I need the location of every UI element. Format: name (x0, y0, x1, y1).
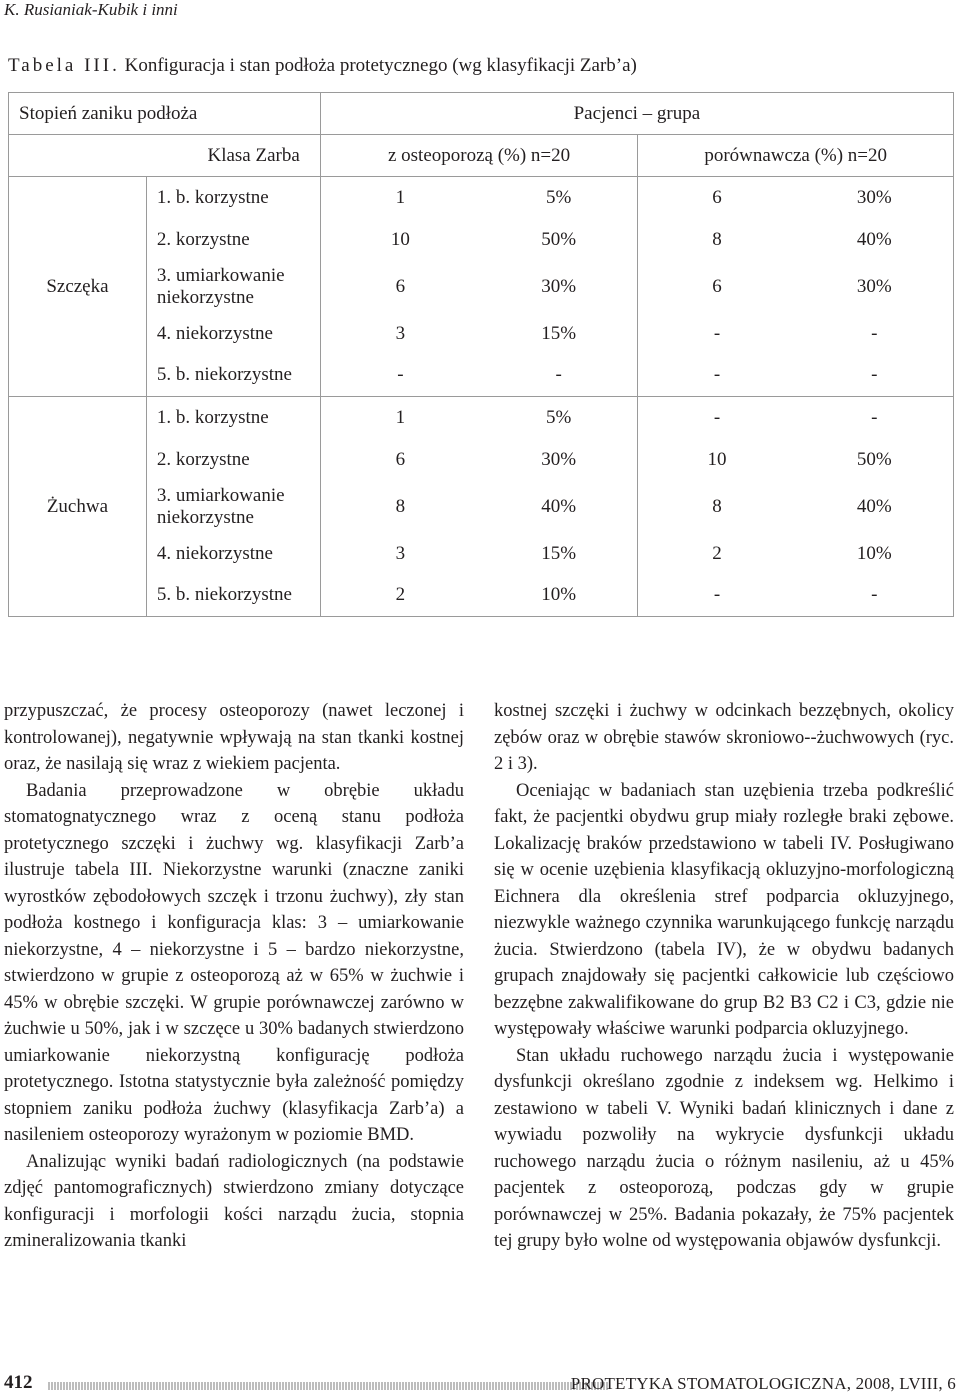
osteo-count-cell: 1 (320, 397, 480, 439)
jaw-group-label: Szczęka (9, 177, 147, 397)
table-row (9, 481, 954, 533)
header-klasa: Klasa Zarba (9, 135, 321, 177)
table-label: Tabela III. (8, 55, 120, 76)
control-percent-cell: 40% (796, 219, 954, 261)
header-patients: Pacjenci – grupa (320, 93, 953, 135)
control-count-cell: - (638, 397, 796, 439)
control-percent-cell: - (796, 575, 954, 617)
control-count-cell: 6 (638, 261, 796, 313)
table-title (8, 55, 637, 77)
control-count-cell: 2 (638, 533, 796, 575)
zarb-class-cell: 3. umiarkowanie niekorzystne (146, 481, 320, 533)
osteo-count-cell: - (320, 355, 480, 397)
table-row (9, 355, 954, 397)
page-number: 412 (4, 1372, 33, 1393)
osteo-percent-cell: 50% (480, 219, 638, 261)
header-stage: Stopień zaniku podłoża (9, 93, 321, 135)
control-percent-cell: - (796, 397, 954, 439)
header-osteo: z osteoporozą (%) n=20 (320, 135, 638, 177)
control-percent-cell: 10% (796, 533, 954, 575)
control-percent-cell: - (796, 355, 954, 397)
osteo-count-cell: 3 (320, 313, 480, 355)
control-count-cell: 8 (638, 481, 796, 533)
osteo-percent-cell: 40% (480, 481, 638, 533)
osteo-percent-cell: 15% (480, 313, 638, 355)
control-percent-cell: 30% (796, 177, 954, 219)
table-row (9, 439, 954, 481)
osteo-count-cell: 10 (320, 219, 480, 261)
control-count-cell: 6 (638, 177, 796, 219)
control-count-cell: 8 (638, 219, 796, 261)
osteo-percent-cell: 15% (480, 533, 638, 575)
zarb-class-cell: 2. korzystne (146, 439, 320, 481)
osteo-count-cell: 3 (320, 533, 480, 575)
running-head: K. Rusianiak-Kubik i inni (4, 0, 178, 19)
osteo-percent-cell: 30% (480, 439, 638, 481)
paragraph: Badania przeprowadzone w obrębie układu stomatognatycznego wraz z oceną stanu podłoża protetycznego szczęki i żuchwy wg. klasyfikacji Zarb’a ilustruje tabela III. Niekorzystne warunki (znaczne zaniki wyrostków zębodołowych szczęk i trzonu żuchwy), zły stan podłoża kostnego i konfiguracja klas: 3 – umiarkowanie niekorzystne, 4 – niekorzystne i 5 – bardzo niekorzystne, stwierdzono w grupie z osteoporozą aż w 65% w żuchwie i 45% w obrębie szczęki. W grupie porównawczej zarówno w żuchwie u 50%, jak i w szczęce u 30% badanych stwierdzono umiarkowanie niekorzystną konfigurację podłoża protetycznego. Istotna statystycznie była zależność pomiędzy stopniem zaniku podłoża żuchwy (klasyfikacja Zarb’a) a nasileniem osteoporozy wyrażonym w poziomie BMD. (4, 780, 464, 1145)
osteo-percent-cell: 30% (480, 261, 638, 313)
paragraph: Oceniając w badaniach stan uzębienia trzeba podkreślić fakt, że pacjentki obydwu grup miały rozległe braki zębowe. Lokalizację braków przedstawiono w tabeli IV. Posługiwano się w ocenie uzębienia klasyfikacją okluzyjno-morfologiczną Eichnera dla określenia stref podparcia okluzyjnego, niezwykle ważnego czynnika warunkującego funkcję narządu żucia. Stwierdzono (tabela IV), że w obydwu badanych grupach znajdowały się pacjentki całkowicie lub częściowo bezzębne zakwalifikowane do grup B2 B3 C2 i C3, gdzie nie występowały właściwe warunki podparcia okluzyjnego. (494, 780, 954, 1039)
table-caption: Konfiguracja i stan podłoża protetycznego (wg klasyfikacji Zarb’a) (124, 55, 637, 76)
zarb-class-cell: 1. b. korzystne (146, 397, 320, 439)
control-percent-cell: 50% (796, 439, 954, 481)
osteo-percent-cell: 5% (480, 177, 638, 219)
table-row (9, 261, 954, 313)
zarb-class-cell: 5. b. niekorzystne (146, 575, 320, 617)
control-percent-cell: - (796, 313, 954, 355)
table-row (9, 313, 954, 355)
control-count-cell: - (638, 355, 796, 397)
paragraph: przypuszczać, że procesy osteoporozy (nawet leczonej i kontrolowanej), negatywnie wpływają na stan tkanki kostnej oraz, że nasilają się wraz z wiekiem pacjenta. (4, 701, 464, 774)
paragraph: Stan układu ruchowego narządu żucia i występowanie dysfunkcji określano zgodnie z indeksem wg. Helkimo i zestawiono w tabeli V. Wyniki badań klinicznych i dane z wywiadu pozwoliły na wykrycie dysfunkcji układu ruchowego narządu żucia o różnym nasileniu, aż u 45% pacjentek z osteoporozą, podczas gdy w grupie porównawczej w 25%. Badania pokazały, że 75% pacjentek tej grupy było wolne od występowania objawów dysfunkcji. (494, 1045, 954, 1251)
table-row (9, 177, 954, 219)
control-percent-cell: 40% (796, 481, 954, 533)
zarb-class-cell: 5. b. niekorzystne (146, 355, 320, 397)
zarb-class-cell: 3. umiarkowanie niekorzystne (146, 261, 320, 313)
header-control: porównawcza (%) n=20 (638, 135, 954, 177)
osteo-count-cell: 6 (320, 261, 480, 313)
footer-rule (48, 1382, 608, 1390)
osteo-count-cell: 1 (320, 177, 480, 219)
zarb-class-cell: 1. b. korzystne (146, 177, 320, 219)
page-footer (0, 1370, 960, 1396)
osteo-count-cell: 8 (320, 481, 480, 533)
control-count-cell: - (638, 575, 796, 617)
body-left-column (4, 698, 464, 1255)
control-percent-cell: 30% (796, 261, 954, 313)
jaw-group-label: Żuchwa (9, 397, 147, 617)
zarb-class-cell: 4. niekorzystne (146, 313, 320, 355)
osteo-percent-cell: 10% (480, 575, 638, 617)
zarb-table (8, 92, 954, 617)
osteo-percent-cell: 5% (480, 397, 638, 439)
body-right-column (494, 698, 954, 1255)
zarb-class-cell: 4. niekorzystne (146, 533, 320, 575)
osteo-percent-cell: - (480, 355, 638, 397)
osteo-count-cell: 2 (320, 575, 480, 617)
table-row (9, 397, 954, 439)
control-count-cell: 10 (638, 439, 796, 481)
zarb-class-cell: 2. korzystne (146, 219, 320, 261)
control-count-cell: - (638, 313, 796, 355)
osteo-count-cell: 6 (320, 439, 480, 481)
table-row (9, 219, 954, 261)
paragraph: Analizując wyniki badań radiologicznych (na podstawie zdjęć pantomograficznych) stwierdzono zmiany dotyczące konfiguracji i morfologii kości narządu żucia, stopnia zmineralizowania tkanki (4, 1151, 464, 1251)
journal-name: PROTETYKA STOMATOLOGICZNA, 2008, LVIII, 6 (570, 1374, 956, 1393)
table-row (9, 533, 954, 575)
paragraph: kostnej szczęki i żuchwy w odcinkach bezzębnych, okolicy zębów oraz w obrębie stawów skroniowo--żuchwowych (ryc. 2 i 3). (494, 701, 954, 774)
table-row (9, 575, 954, 617)
